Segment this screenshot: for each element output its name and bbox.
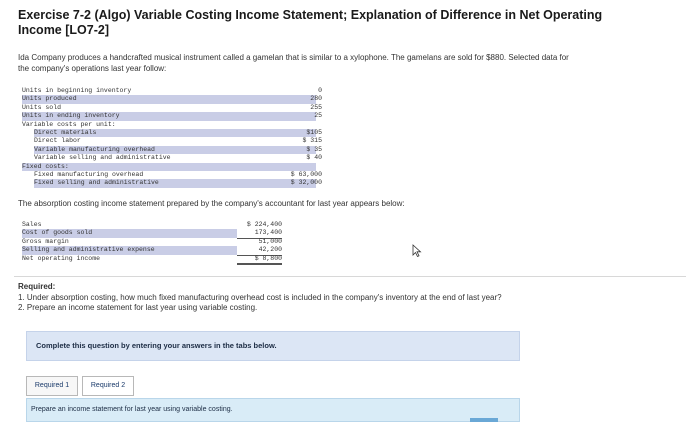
data-label: Variable costs per unit: bbox=[22, 120, 116, 128]
data-row bbox=[22, 95, 322, 103]
data-row bbox=[22, 163, 322, 171]
income-label: Net operating income bbox=[22, 254, 101, 262]
data-label: Units in ending inventory bbox=[22, 112, 316, 120]
income-label: Sales bbox=[22, 221, 42, 228]
income-statement-table bbox=[22, 221, 282, 263]
data-row bbox=[22, 121, 322, 129]
data-value: 0 bbox=[318, 87, 322, 94]
edge-marker bbox=[470, 418, 498, 422]
data-label: Fixed selling and administrative bbox=[34, 179, 316, 187]
required-section bbox=[18, 282, 578, 314]
data-row bbox=[22, 171, 322, 179]
income-row bbox=[22, 238, 282, 246]
tab-required-1[interactable]: Required 1 bbox=[26, 376, 78, 396]
income-value: 173,400 bbox=[237, 229, 282, 238]
exercise-title: Exercise 7-2 (Algo) Variable Costing Income Statement; Explanation of Difference in Net Operating Income [LO7-2] bbox=[18, 8, 603, 37]
data-value: 25 bbox=[314, 112, 322, 120]
income-label: Gross margin bbox=[22, 237, 69, 245]
data-row bbox=[22, 146, 322, 154]
data-value: $ 32,000 bbox=[290, 179, 322, 187]
tab-instruction-bar bbox=[26, 398, 520, 422]
required-item-1: 1. Under absorption costing, how much fixed manufacturing overhead cost is included in the company's inventory at the end of last year? bbox=[18, 292, 502, 302]
data-value: $105 bbox=[306, 128, 322, 136]
data-value: $ 40 bbox=[306, 154, 322, 162]
data-value: $ 315 bbox=[302, 137, 322, 145]
tab-instruction-text: Prepare an income statement for last year using variable costing. bbox=[31, 406, 233, 413]
income-label: Selling and administrative expense bbox=[22, 246, 237, 254]
data-row bbox=[22, 154, 322, 162]
banner-text: Complete this question by entering your answers in the tabs below. bbox=[36, 341, 277, 350]
data-label: Units produced bbox=[22, 95, 316, 103]
data-label: Units in beginning inventory bbox=[22, 87, 132, 94]
absorption-intro-text: The absorption costing income statement prepared by the company's accountant for last year appears below: bbox=[18, 199, 405, 208]
data-label: Fixed manufacturing overhead bbox=[34, 170, 144, 178]
income-label: Cost of goods sold bbox=[22, 229, 237, 237]
data-value: 255 bbox=[310, 103, 322, 111]
tab-required-2[interactable]: Required 2 bbox=[82, 376, 134, 396]
required-item-2: 2. Prepare an income statement for last year using variable costing. bbox=[18, 303, 258, 312]
data-label: Variable selling and administrative bbox=[34, 154, 171, 162]
data-label: Direct materials bbox=[34, 129, 316, 137]
data-row bbox=[22, 104, 322, 112]
income-row bbox=[22, 255, 282, 263]
data-value: $ 63,000 bbox=[290, 170, 322, 178]
instruction-banner bbox=[26, 331, 520, 361]
divider bbox=[14, 276, 686, 277]
data-row bbox=[22, 137, 322, 145]
data-row bbox=[22, 129, 322, 137]
data-value: $ 35 bbox=[306, 145, 322, 153]
data-value: 280 bbox=[310, 95, 322, 103]
mouse-pointer-icon bbox=[410, 244, 424, 258]
data-label: Fixed costs: bbox=[22, 163, 316, 171]
income-row bbox=[22, 221, 282, 229]
data-table bbox=[22, 87, 322, 188]
data-row bbox=[22, 87, 322, 95]
data-row bbox=[22, 179, 322, 187]
income-row bbox=[22, 246, 282, 254]
income-value: $ 224,400 bbox=[246, 221, 282, 228]
data-label: Units sold bbox=[22, 103, 62, 111]
data-row bbox=[22, 112, 322, 120]
required-heading: Required: bbox=[18, 282, 56, 291]
income-value: $ 8,800 bbox=[237, 255, 282, 265]
intro-text: Ida Company produces a handcrafted musical instrument called a gamelan that is similar to a xylophone. The gamelans are sold for $880. Selected data for the company's operations last year follow: bbox=[18, 53, 569, 73]
data-label: Variable manufacturing overhead bbox=[34, 146, 316, 154]
data-label: Direct labor bbox=[34, 137, 81, 145]
income-row bbox=[22, 229, 282, 237]
income-value: 42,200 bbox=[237, 246, 282, 255]
income-value: 51,000 bbox=[258, 237, 282, 245]
